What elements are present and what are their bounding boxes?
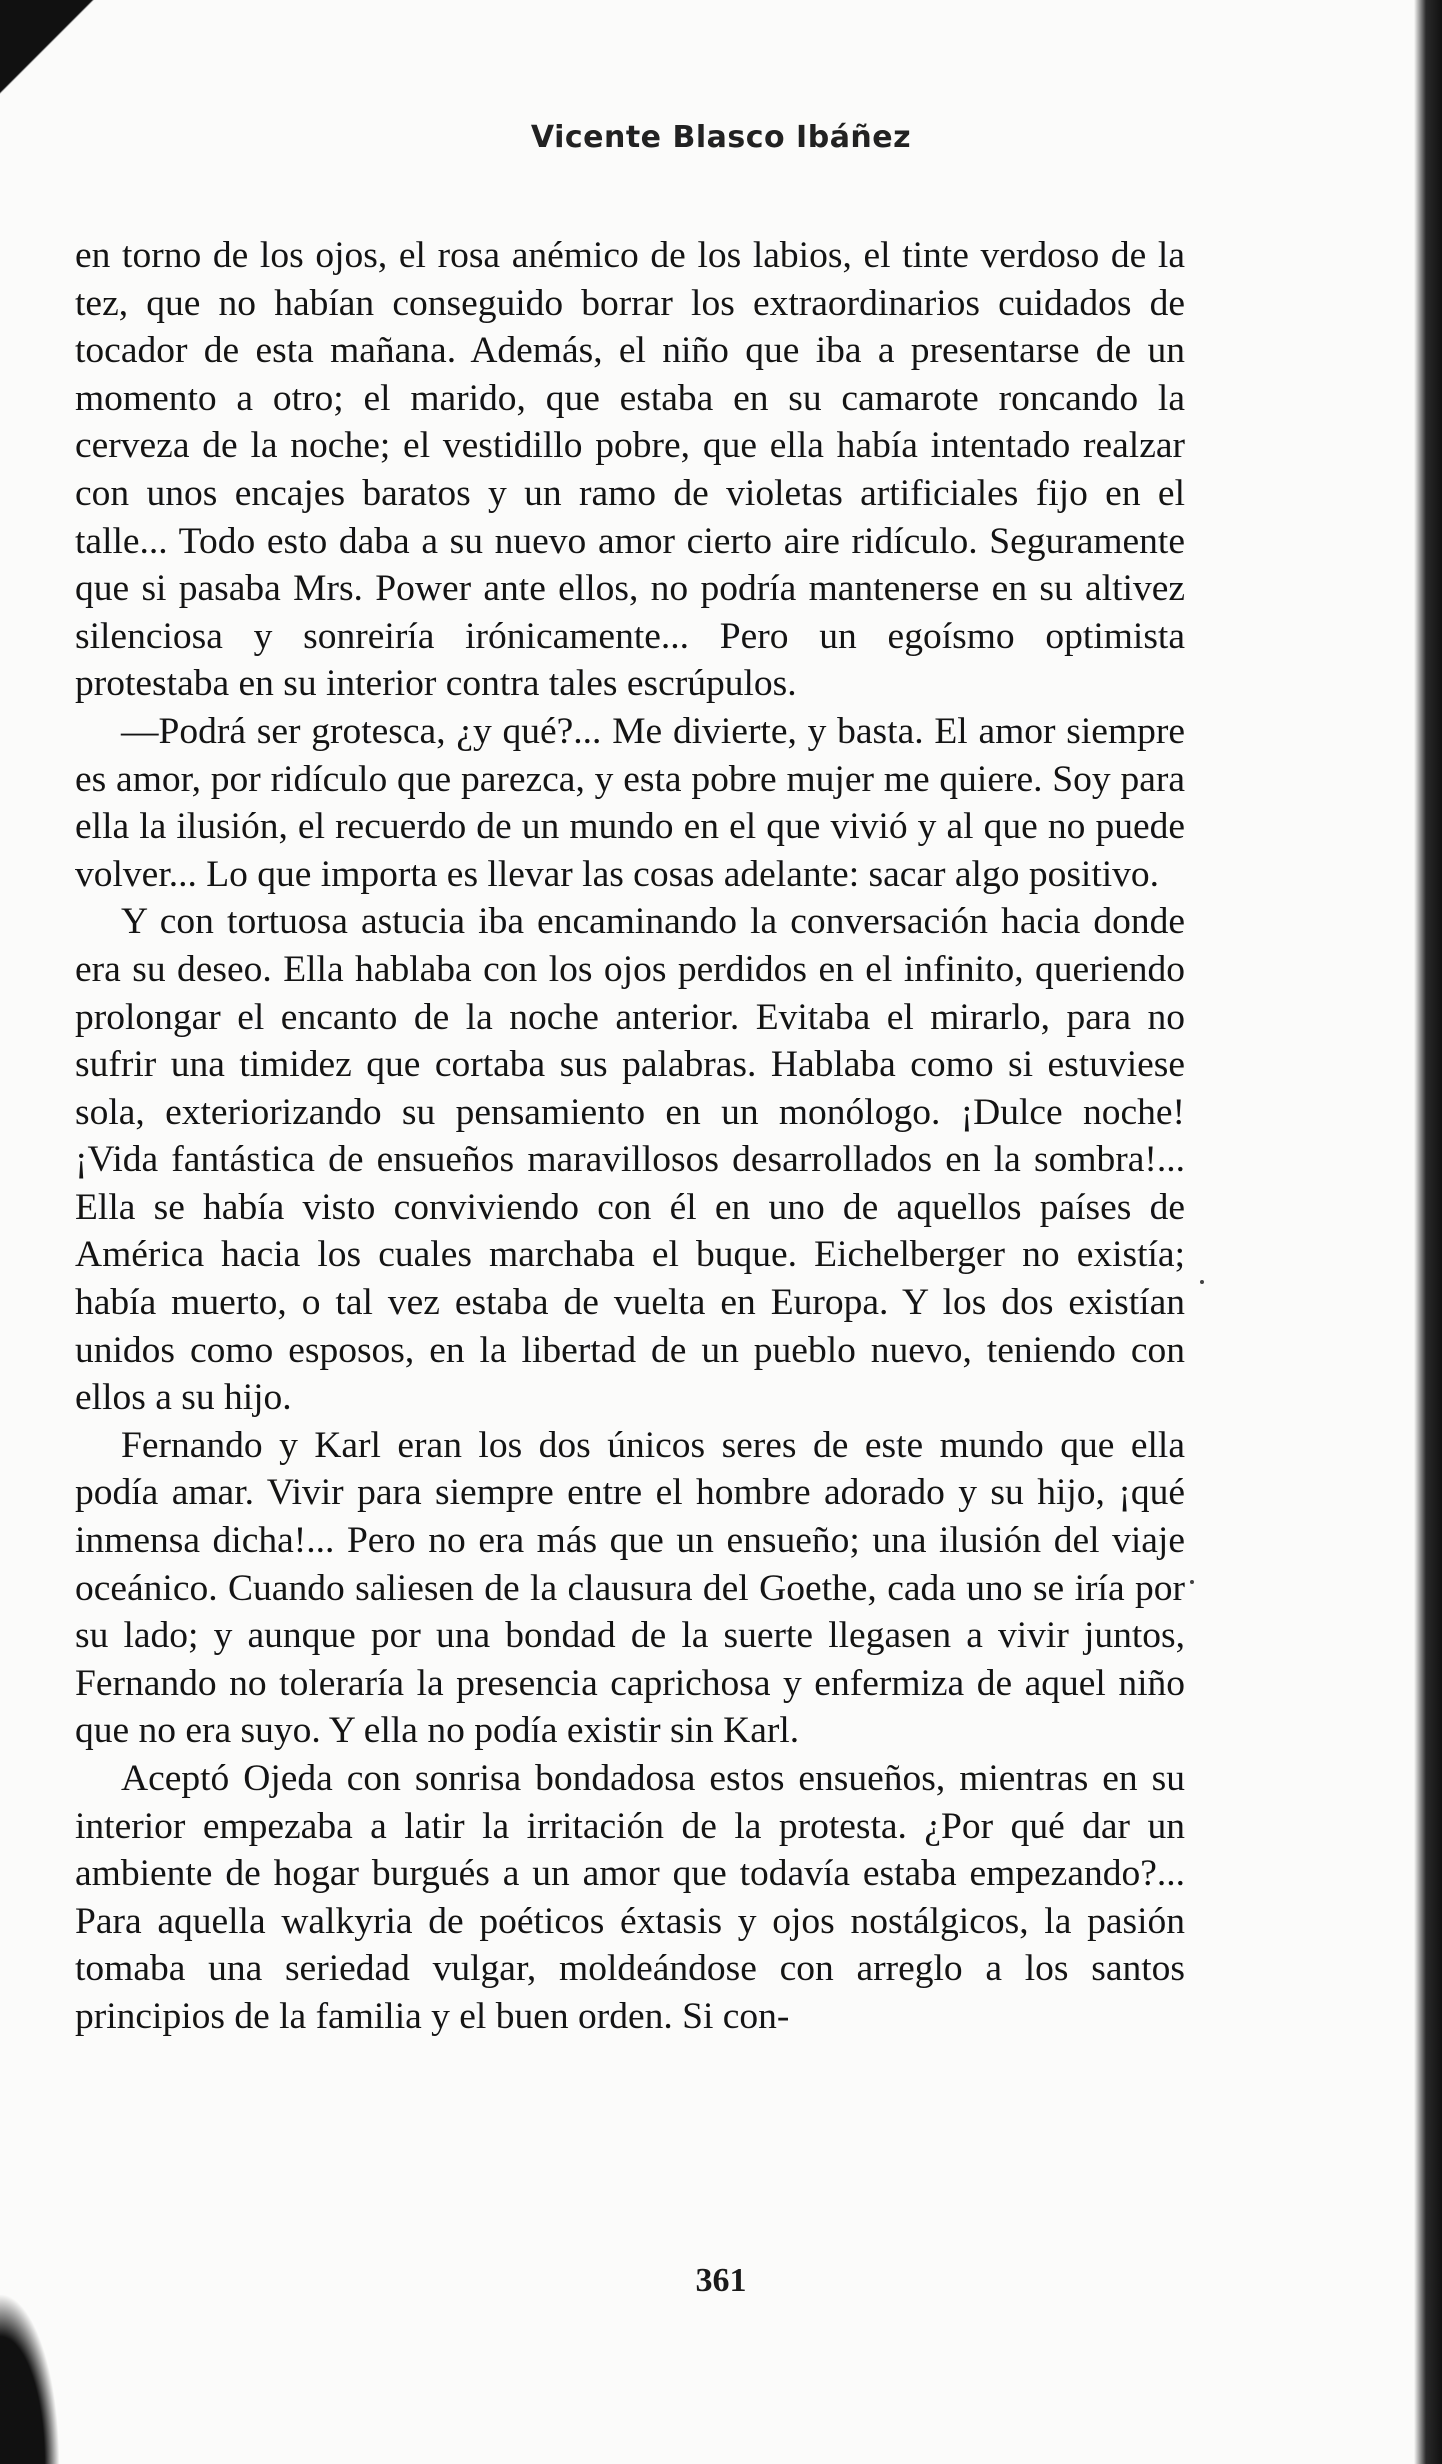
paragraph: en torno de los ojos, el rosa anémico de los labios, el tinte verdoso de la tez, que no habían conseguido borrar los extraordinarios cuidados de tocador de esta mañana. Además, el niño que iba a presentarse de un momento a otro; el marido, que estaba en su camarote roncando la cerveza de la noche; el vestidillo pobre, que ella había intentado realzar con unos encajes baratos y un ramo de violetas artificiales fijo en el talle... Todo esto daba a su nuevo amor cierto aire ridículo. Seguramente que si pasaba Mrs. Power ante ellos, no podría mantenerse en su altivez silenciosa y sonreiría irónicamente... Pero un egoísmo optimista protestaba en su interior contra tales escrúpulos. (75, 235, 1185, 705)
page-number: 361 (695, 2262, 747, 2299)
scan-speck (1190, 1580, 1194, 1584)
scan-speck (1200, 1280, 1204, 1284)
paragraph: Fernando y Karl eran los dos únicos seres de este mundo que ella podía amar. Vivir para siempre entre el hombre adorado y su hijo, ¡qué inmensa dicha!... Pero no era más que un ensueño; una ilusión del viaje oceánico. Cuando saliesen de la clausura del Goethe, cada uno se iría por su lado; y aunque por una bondad de la suerte llegasen a vivir juntos, Fernando no toleraría la presencia caprichosa y enfermiza de aquel niño que no era suyo. Y ella no podía existir sin Karl. (75, 1424, 1185, 1752)
paragraph: Y con tortuosa astucia iba encaminando la conversación hacia donde era su deseo. Ella hablaba con los ojos perdidos en el infinito, queriendo prolongar el encanto de la noche anterior. Evitaba el mirarlo, para no sufrir una timidez que cortaba sus palabras. Hablaba como si estuviese sola, exteriorizando su pensamiento en un monólogo. ¡Dulce noche! ¡Vida fantástica de ensueños maravillosos desarrollados en la sombra!... Ella se había visto conviviendo con él en uno de aquellos países de América hacia los cuales marchaba el buque. Eichelberger no existía; había muerto, o tal vez estaba de vuelta en Europa. Y los dos existían unidos como esposos, en la libertad de un pueblo nuevo, teniendo con ellos a su hijo. (75, 901, 1185, 1419)
paragraph: Aceptó Ojeda con sonrisa bondadosa estos ensueños, mientras en su interior empezaba a latir la irritación de la protesta. ¿Por qué dar un ambiente de hogar burgués a un amor que todavía estaba empezando?... Para aquella walkyria de poéticos éxtasis y ojos nostálgicos, la pasión tomaba una seriedad vulgar, moldeándose con arreglo a los santos principios de la familia y el buen orden. Si con- (75, 1758, 1185, 2037)
running-head: Vicente Blasco Ibáñez (530, 120, 912, 155)
paragraph: —Podrá ser grotesca, ¿y qué?... Me divierte, y basta. El amor siempre es amor, por ridículo que parezca, y esta pobre mujer me quiere. Soy para ella la ilusión, el recuerdo de un mundo en el que vivió y al que no puede volver... Lo que importa es llevar las cosas adelante: sacar algo positivo. (75, 710, 1185, 895)
scan-shadow-right (1402, 0, 1442, 2464)
body-text (75, 232, 1185, 2041)
scan-shadow-top-left (0, 0, 110, 120)
